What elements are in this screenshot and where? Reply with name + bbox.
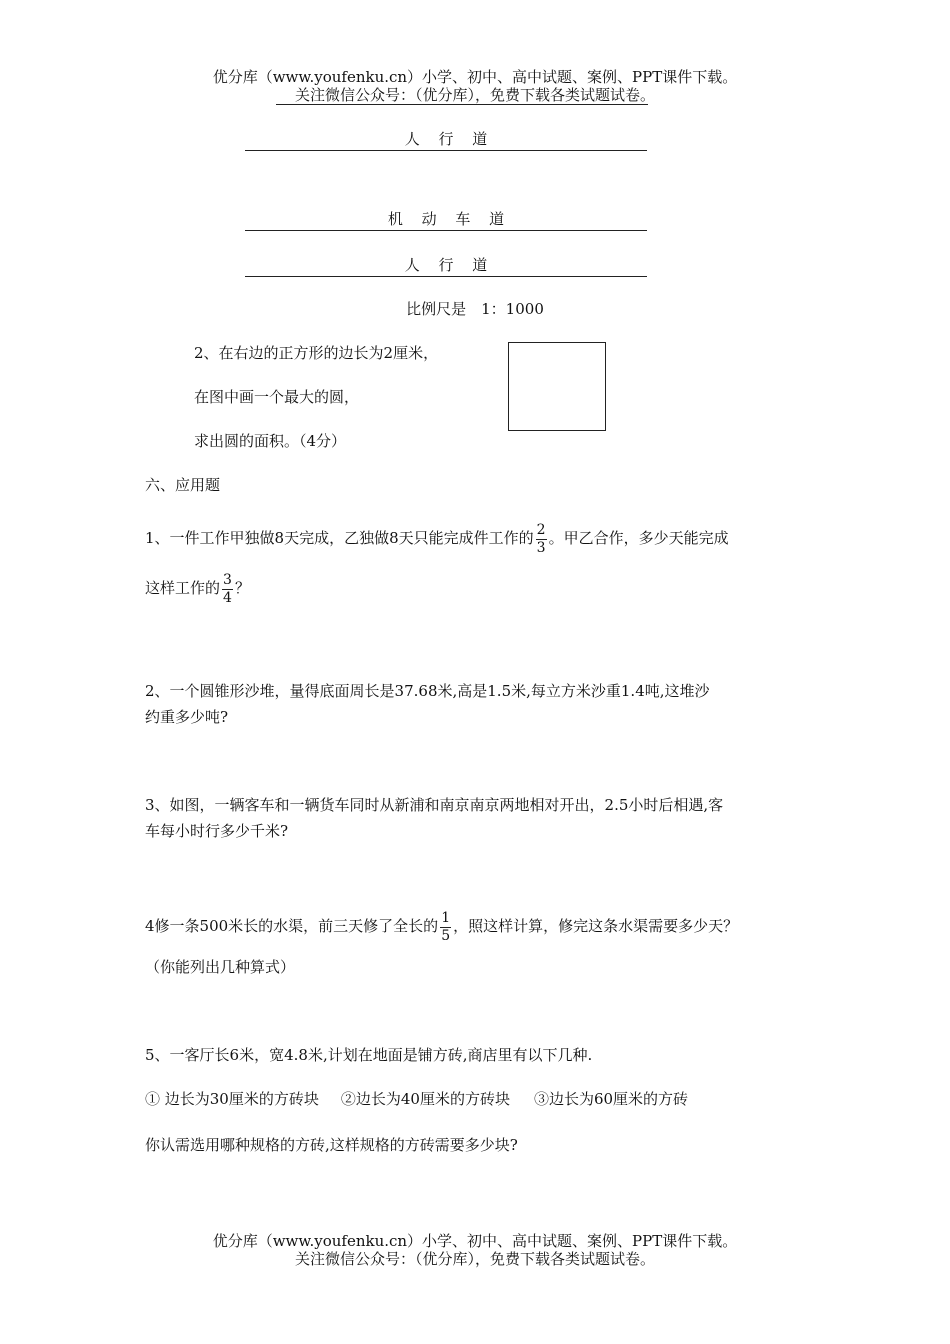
road-line-3 [245, 276, 647, 277]
road-line-1 [245, 150, 647, 151]
problem-1-text-c: 这样工作的 [145, 579, 221, 597]
fraction-denominator: 5 [441, 927, 451, 944]
road-label-top: 人 行 道 [404, 130, 488, 148]
problem-3-line-1: 3、如图，一辆客车和一辆货车同时从新浦和南京南京两地相对开出，2.5小时后相遇,客 [145, 796, 724, 814]
header-line-1: 优分库（www.youfenku.cn）小学、初中、高中试题、案例、PPT课件下载。 [212, 68, 738, 86]
section-title: 六、应用题 [145, 476, 221, 494]
fraction-numerator: 3 [223, 571, 232, 588]
q2-line-1: 2、在右边的正方形的边长为2厘米， [194, 344, 439, 362]
problem-5-options [145, 1088, 688, 1110]
fraction-3-4 [222, 572, 233, 607]
q2-line-3: 求出圆的面积。（4分） [194, 432, 347, 450]
footer-line-2: 关注微信公众号：（优分库），免费下载各类试题试卷。 [294, 1250, 655, 1268]
problem-4-text-b: ，照这样计算，修完这条水渠需要多少天？ [453, 917, 739, 935]
road-label-bottom: 人 行 道 [404, 256, 488, 274]
problem-4-line-1 [145, 906, 738, 946]
fraction-1-5 [440, 910, 451, 945]
fraction-2-3 [536, 522, 547, 557]
problem-1-line-1 [145, 518, 729, 558]
tile-option-2: ②边长为40厘米的方砖块 [340, 1090, 510, 1108]
header-line-2: 关注微信公众号：（优分库），免费下载各类试题试卷。 [294, 86, 655, 104]
fraction-numerator: 2 [536, 521, 546, 538]
problem-1-text-a: 1、一件工作甲独做8天完成，乙独做8天只能完成件工作的 [145, 529, 534, 547]
footer-line-1: 优分库（www.youfenku.cn）小学、初中、高中试题、案例、PPT课件下载。 [212, 1232, 738, 1250]
problem-5-line-1: 5、一客厅长6米，宽4.8米,计划在地面是铺方砖,商店里有以下几种. [145, 1046, 593, 1064]
tile-option-3: ③边长为60厘米的方砖 [533, 1090, 689, 1108]
square-figure [508, 342, 606, 431]
problem-2-line-2: 约重多少吨? [145, 708, 229, 726]
problem-2-line-1: 2、一个圆锥形沙堆，量得底面周长是37.68米,高是1.5米,每立方米沙重1.4吨,这堆沙 [145, 682, 710, 700]
tile-option-1: ① 边长为30厘米的方砖块 [145, 1090, 319, 1108]
q2-line-2: 在图中画一个最大的圆， [194, 388, 360, 406]
fraction-denominator: 3 [536, 539, 546, 556]
road-label-middle: 机 动 车 道 [387, 210, 505, 228]
fraction-denominator: 4 [223, 589, 232, 606]
road-line-2 [245, 230, 647, 231]
fraction-numerator: 1 [441, 909, 451, 926]
problem-5-line-3: 你认需选用哪种规格的方砖,这样规格的方砖需要多少块? [145, 1136, 518, 1154]
problem-1-line-2 [145, 568, 250, 608]
scale-label: 比例尺是 1：1000 [406, 300, 544, 318]
problem-1-text-d: ？ [234, 579, 250, 597]
problem-4-text-a: 4修一条500米长的水渠，前三天修了全长的 [145, 917, 439, 935]
header-underline [276, 104, 648, 105]
problem-3-line-2: 车每小时行多少千米? [145, 822, 289, 840]
problem-1-text-b: 。甲乙合作，多少天能完成 [548, 529, 729, 547]
problem-4-line-2: （你能列出几种算式） [145, 958, 296, 976]
